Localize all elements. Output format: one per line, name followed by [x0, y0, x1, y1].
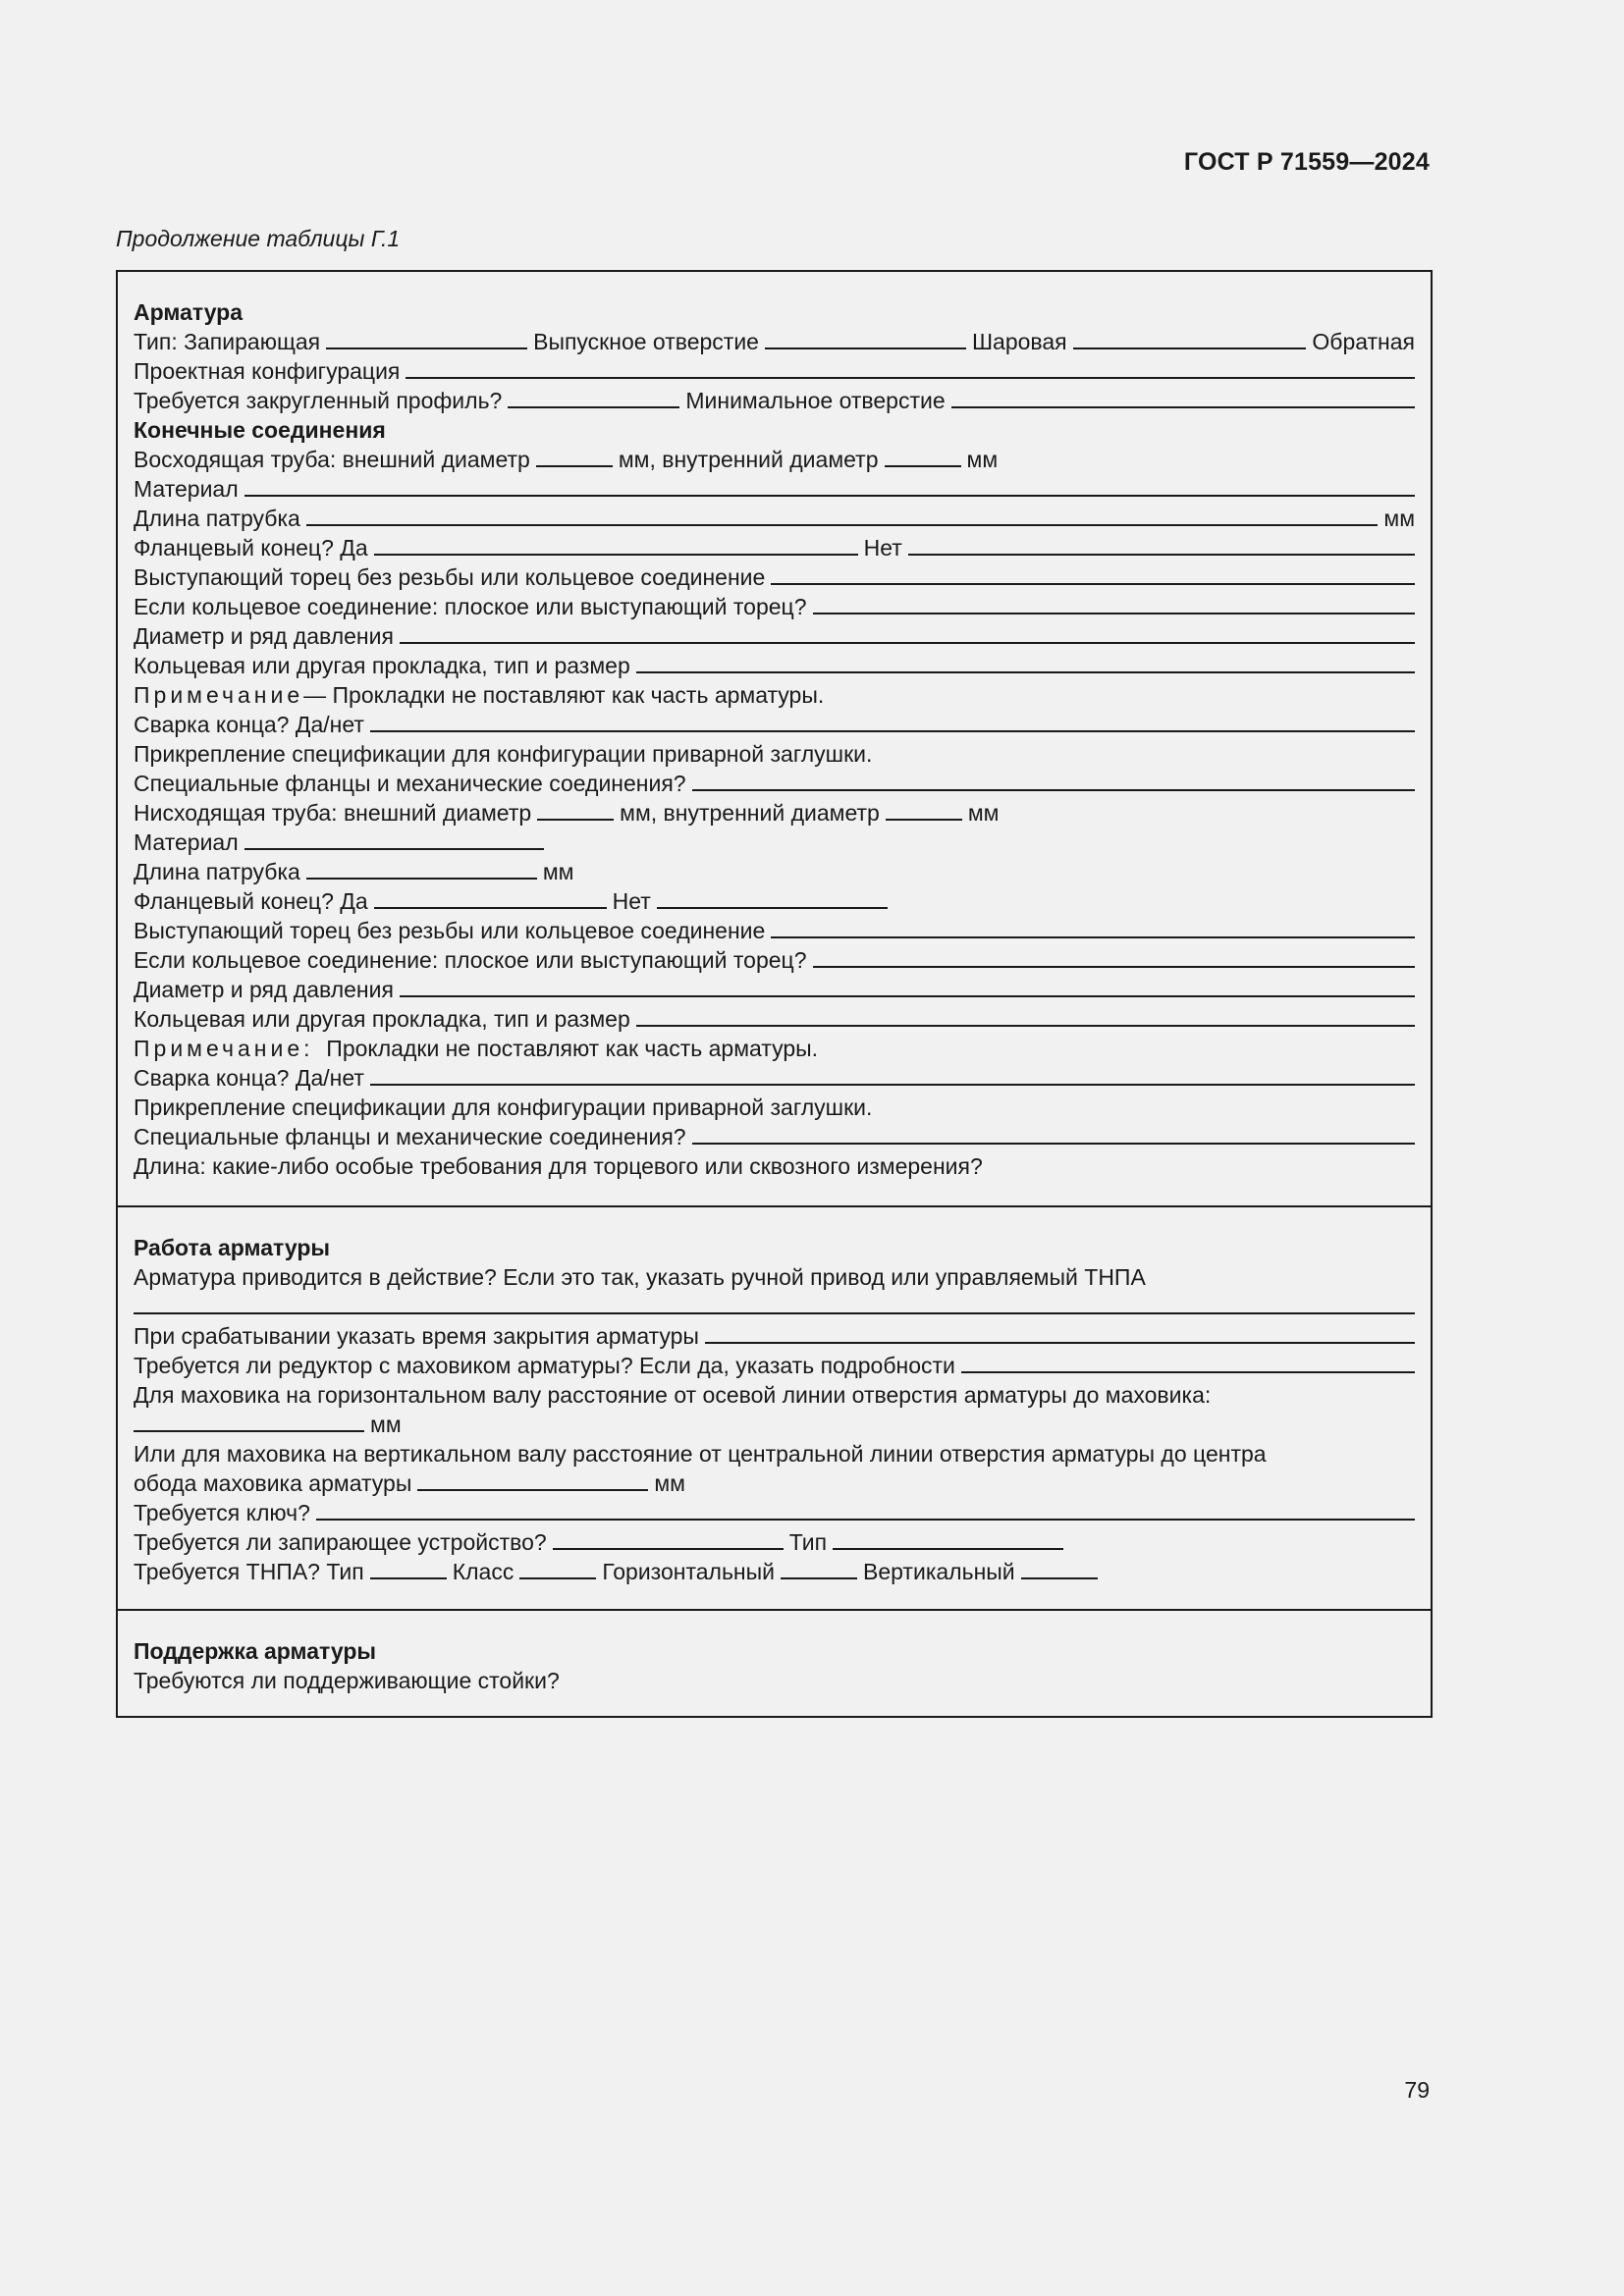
- min-opening-field[interactable]: [951, 406, 1415, 408]
- flanged-yes-label: Фланцевый конец? Да: [134, 535, 368, 561]
- flanged-no-field[interactable]: [908, 554, 1415, 556]
- material-field[interactable]: [244, 495, 1415, 497]
- outlet-field[interactable]: [765, 347, 966, 349]
- key-label: Требуется ключ?: [134, 1500, 310, 1525]
- down-weld-end-field[interactable]: [370, 1084, 1415, 1086]
- check-label: Обратная: [1312, 329, 1415, 354]
- flanged-yes-field[interactable]: [374, 554, 858, 556]
- ring-joint-label: Если кольцевое соединение: плоское или выступающий торец?: [134, 947, 807, 973]
- support-question: Требуются ли поддерживающие стойки?: [134, 1668, 560, 1693]
- raised-face-label: Выступающий торец без резьбы или кольцевое соединение: [134, 564, 766, 590]
- rim-label: обода маховика арматуры: [134, 1470, 412, 1496]
- note-label: Примечание: [134, 682, 304, 708]
- locking-label: Требуется ли запирающее устройство?: [134, 1529, 547, 1555]
- weld-spec-text: Прикрепление спецификации для конфигурации приварной заглушки.: [134, 741, 873, 767]
- up-outer-diam-field[interactable]: [536, 465, 613, 467]
- vertical-field[interactable]: [1021, 1577, 1098, 1579]
- down-pipe-outer-label: Нисходящая труба: внешний диаметр: [134, 800, 532, 826]
- gearbox-field[interactable]: [961, 1371, 1415, 1373]
- ball-label: Шаровая: [971, 329, 1067, 354]
- down-pipe-length-field[interactable]: [306, 878, 537, 880]
- tnpa-type-field[interactable]: [370, 1577, 447, 1579]
- down-inner-diam-field[interactable]: [886, 819, 962, 821]
- vertical-label: Вертикальный: [863, 1559, 1015, 1584]
- diam-pressure-label: Диаметр и ряд давления: [134, 623, 394, 649]
- pipe-length-field[interactable]: [306, 524, 1379, 526]
- special-flanges-label: Специальные фланцы и механические соединения?: [134, 771, 686, 796]
- up-pipe-outer-label: Восходящая труба: внешний диаметр: [134, 447, 530, 472]
- type-label: Тип: Запирающая: [134, 329, 321, 354]
- note-label: Примечание:: [134, 1036, 314, 1061]
- length-requirements-text: Длина: какие-либо особые требования для торцевого или сквозного измерения?: [134, 1153, 983, 1179]
- close-time-label: При срабатывании указать время закрытия арматуры: [134, 1323, 699, 1349]
- fittings-section: [118, 272, 1431, 1207]
- material-label: Материал: [134, 829, 239, 855]
- horiz-wheel-text: Для маховика на горизонтальном валу расстояние от осевой линии отверстия арматуры до маховика:: [134, 1382, 1212, 1408]
- gasket-label: Кольцевая или другая прокладка, тип и размер: [134, 1006, 630, 1032]
- down-flanged-yes-field[interactable]: [374, 907, 607, 909]
- fittings-title: Арматура: [134, 299, 244, 325]
- diam-pressure-label: Диаметр и ряд давления: [134, 977, 394, 1002]
- vert-wheel-text: Или для маховика на вертикальном валу расстояние от центральной линии отверстия арматуры до центра: [134, 1441, 1267, 1467]
- actuated-question: Арматура приводится в действие? Если это так, указать ручной привод или управляемый ТНПА: [134, 1264, 1146, 1290]
- support-title: Поддержка арматуры: [134, 1638, 377, 1664]
- weld-spec-text: Прикрепление спецификации для конфигурации приварной заглушки.: [134, 1095, 873, 1120]
- design-config-field[interactable]: [406, 377, 1415, 379]
- min-opening-label: Минимальное отверстие: [685, 388, 946, 413]
- gasket-field[interactable]: [636, 671, 1415, 673]
- unit-mm: мм: [966, 447, 999, 472]
- locking-field[interactable]: [553, 1548, 784, 1550]
- pipe-length-label: Длина патрубка: [134, 506, 300, 531]
- special-flanges-field[interactable]: [692, 789, 1415, 791]
- vert-wheel-field[interactable]: [417, 1489, 648, 1491]
- flanged-no-label: Нет: [612, 888, 651, 914]
- special-flanges-label: Специальные фланцы и механические соединения?: [134, 1124, 686, 1149]
- operation-section: [118, 1207, 1431, 1611]
- down-special-flanges-field[interactable]: [692, 1143, 1415, 1145]
- tnpa-type-label: Требуется ТНПА? Тип: [134, 1559, 364, 1584]
- class-label: Класс: [452, 1559, 514, 1584]
- down-flanged-no-field[interactable]: [657, 907, 888, 909]
- note-text: — Прокладки не поставляют как часть арматуры.: [303, 682, 825, 708]
- unit-mm: мм: [1383, 506, 1415, 531]
- page-number: 79: [1404, 2077, 1430, 2103]
- class-field[interactable]: [519, 1577, 596, 1579]
- weld-end-label: Сварка конца? Да/нет: [134, 1065, 364, 1091]
- unit-mm: мм: [967, 800, 1000, 826]
- down-outer-diam-field[interactable]: [537, 819, 614, 821]
- horiz-wheel-field[interactable]: [134, 1430, 364, 1432]
- locking-type-field[interactable]: [833, 1548, 1063, 1550]
- unit-mm: мм: [542, 859, 574, 884]
- ring-joint-field[interactable]: [813, 613, 1416, 614]
- support-section: [118, 1611, 1431, 1716]
- flanged-yes-label: Фланцевый конец? Да: [134, 888, 368, 914]
- type-field[interactable]: [326, 347, 527, 349]
- horizontal-label: Горизонтальный: [602, 1559, 776, 1584]
- end-connections-title: Конечные соединения: [134, 417, 386, 443]
- ring-joint-label: Если кольцевое соединение: плоское или выступающий торец?: [134, 594, 807, 619]
- outlet-label: Выпускное отверстие: [533, 329, 759, 354]
- weld-end-field[interactable]: [370, 730, 1415, 732]
- ball-field[interactable]: [1073, 347, 1307, 349]
- down-diam-pressure-field[interactable]: [400, 995, 1415, 997]
- locking-type-label: Тип: [788, 1529, 828, 1555]
- down-raised-face-field[interactable]: [771, 936, 1415, 938]
- unit-mm: мм: [654, 1470, 685, 1496]
- down-material-field[interactable]: [244, 848, 544, 850]
- weld-end-label: Сварка конца? Да/нет: [134, 712, 364, 737]
- gasket-label: Кольцевая или другая прокладка, тип и размер: [134, 653, 630, 678]
- actuated-field[interactable]: [134, 1312, 1415, 1314]
- table-caption: Продолжение таблицы Г.1: [116, 226, 401, 251]
- operation-title: Работа арматуры: [134, 1235, 331, 1260]
- design-config-label: Проектная конфигурация: [134, 358, 401, 384]
- raised-face-label: Выступающий торец без резьбы или кольцевое соединение: [134, 918, 766, 943]
- note-text: Прокладки не поставляют как часть арматуры.: [313, 1036, 819, 1061]
- flanged-no-label: Нет: [863, 535, 902, 561]
- rounded-profile-label: Требуется закругленный профиль?: [134, 388, 503, 413]
- down-inner-label: мм, внутренний диаметр: [620, 800, 880, 826]
- key-field[interactable]: [316, 1519, 1415, 1521]
- close-time-field[interactable]: [705, 1342, 1415, 1344]
- horizontal-field[interactable]: [781, 1577, 857, 1579]
- down-gasket-field[interactable]: [636, 1025, 1415, 1027]
- down-ring-joint-field[interactable]: [813, 966, 1416, 968]
- standard-code: ГОСТ Р 71559—2024: [1183, 148, 1430, 176]
- rounded-profile-field[interactable]: [508, 406, 679, 408]
- up-inner-diam-field[interactable]: [885, 465, 961, 467]
- raised-face-field[interactable]: [771, 583, 1415, 585]
- gearbox-label: Требуется ли редуктор с маховиком арматуры? Если да, указать подробности: [134, 1353, 955, 1378]
- material-label: Материал: [134, 476, 239, 502]
- pipe-length-label: Длина патрубка: [134, 859, 300, 884]
- form-table: [116, 270, 1433, 1718]
- unit-mm: мм: [370, 1412, 402, 1437]
- diam-pressure-field[interactable]: [400, 642, 1415, 644]
- up-inner-label: мм, внутренний диаметр: [618, 447, 879, 472]
